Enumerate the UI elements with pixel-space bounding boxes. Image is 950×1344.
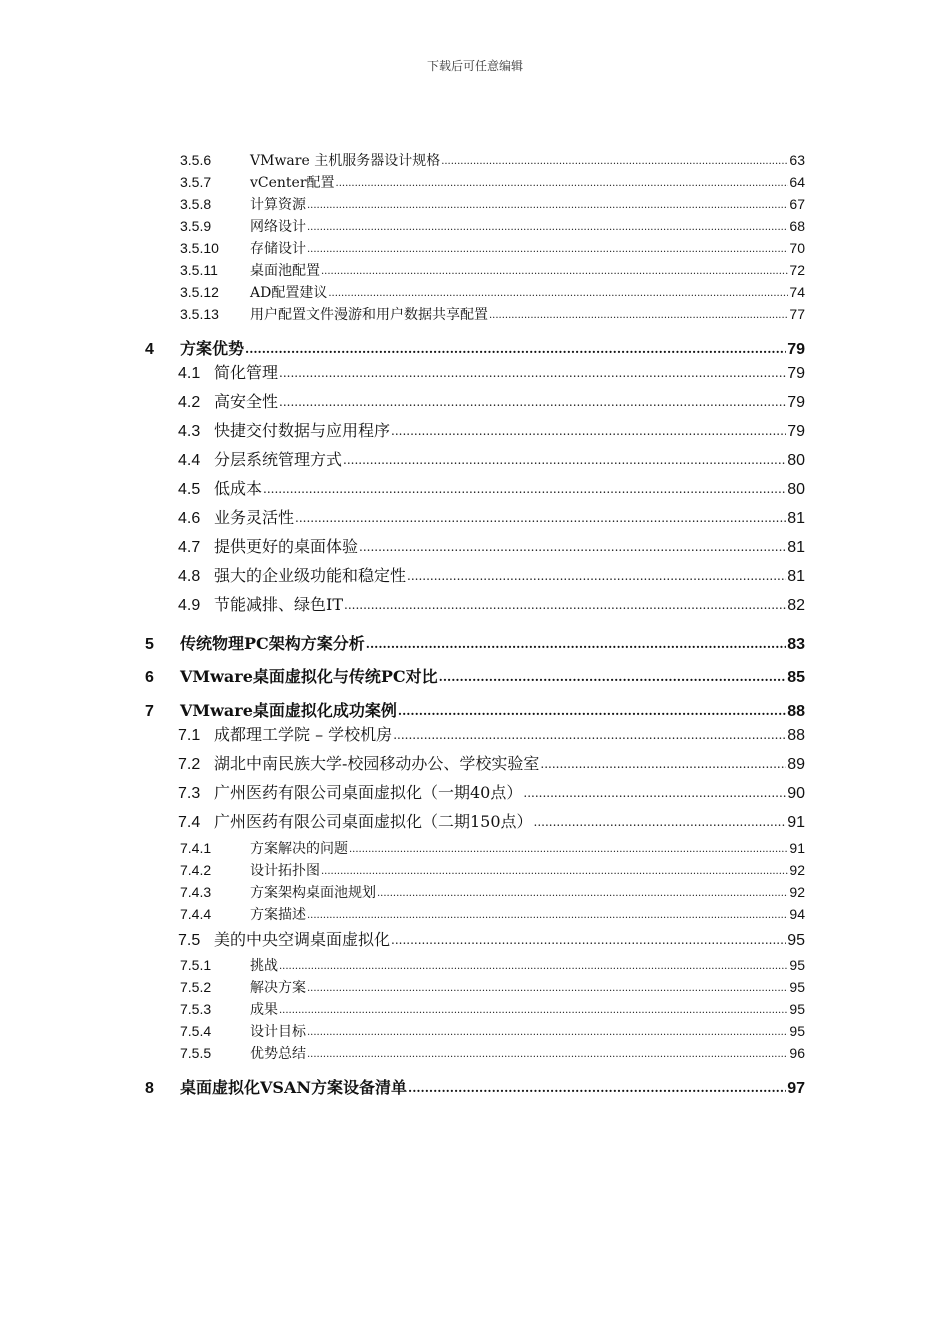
toc-entry-number: 4.7 [178, 539, 201, 556]
dot-leader [307, 905, 788, 919]
toc-entry-title: 桌面虚拟化VSAN方案设备清单 [180, 1078, 408, 1097]
toc-entry-title: 计算资源 [250, 197, 306, 213]
toc-entry-4-5[interactable] [178, 476, 805, 499]
dot-leader [307, 239, 788, 253]
dot-leader [343, 449, 786, 465]
toc-entry-3-5-13[interactable] [180, 304, 805, 324]
toc-entry-7-5-2[interactable] [180, 977, 805, 997]
toc-entry-3-5-6[interactable] [180, 150, 805, 170]
toc-entry-page: 74 [789, 284, 805, 300]
toc-entry-4-3[interactable] [178, 418, 805, 441]
toc-entry-title: 桌面池配置 [250, 263, 320, 279]
toc-entry-page: 92 [789, 884, 805, 900]
toc-entry-number: 7.4.4 [180, 906, 212, 922]
dot-leader [279, 391, 786, 407]
toc-entry-title: 成都理工学院 – 学校机房 [214, 725, 393, 744]
toc-entry-page: 89 [787, 756, 805, 773]
toc-entry-number: 7.4 [178, 814, 201, 831]
toc-entry-title: 广州医药有限公司桌面虚拟化（一期40点） [214, 783, 523, 802]
toc-entry-7-5-5[interactable] [180, 1043, 805, 1063]
dot-leader [393, 724, 786, 740]
toc-entry-number: 4.2 [178, 394, 201, 411]
toc-entry-number: 4.3 [178, 423, 201, 440]
toc-entry-page: 92 [789, 862, 805, 878]
toc-entry-title: 提供更好的桌面体验 [214, 537, 359, 556]
toc-entry-page: 68 [789, 218, 805, 234]
toc-entry-number: 7.4.2 [180, 862, 212, 878]
toc-entry-title: 挑战 [250, 958, 278, 974]
toc-entry-page: 95 [789, 1001, 805, 1017]
toc-entry-number: 3.5.10 [180, 240, 219, 256]
toc-entry-number: 7.5.2 [180, 979, 212, 995]
toc-entry-number: 5 [145, 636, 154, 653]
toc-entry-page: 80 [787, 452, 805, 469]
dot-leader [307, 1022, 788, 1036]
toc-entry-page: 64 [789, 174, 805, 190]
toc-entry-7-5[interactable] [178, 927, 805, 950]
toc-entry-number: 3.5.13 [180, 306, 219, 322]
toc-entry-page: 79 [787, 423, 805, 440]
toc-entry-title: 节能减排、绿色IT [214, 595, 343, 614]
toc-entry-title: 湖北中南民族大学-校园移动办公、学校实验室 [214, 754, 540, 773]
toc-entry-title: 美的中央空调桌面虚拟化 [214, 930, 391, 949]
toc-entry-number: 4 [145, 341, 154, 358]
dot-leader [534, 811, 787, 827]
dot-leader [245, 338, 786, 354]
toc-entry-4-4[interactable] [178, 447, 805, 470]
toc-entry-title: VMware 主机服务器设计规格 [250, 153, 441, 169]
dot-leader [336, 173, 789, 187]
toc-entry-page: 95 [789, 957, 805, 973]
toc-entry-number: 7.4.1 [180, 840, 212, 856]
toc-entry-3-5-7[interactable] [180, 172, 805, 192]
toc-entry-5[interactable] [145, 631, 805, 654]
toc-entry-title: 方案描述 [250, 907, 306, 923]
dot-leader [328, 283, 788, 297]
toc-entry-number: 4.1 [178, 365, 201, 382]
dot-leader [391, 420, 786, 436]
toc-entry-3-5-10[interactable] [180, 238, 805, 258]
toc-entry-page: 83 [787, 636, 805, 653]
toc-entry-4-7[interactable] [178, 534, 805, 557]
toc-entry-number: 3.5.7 [180, 174, 212, 190]
toc-entry-number: 4.8 [178, 568, 201, 585]
toc-entry-7-5-4[interactable] [180, 1021, 805, 1041]
toc-entry-title: 成果 [250, 1002, 278, 1018]
toc-entry-title: 分层系统管理方式 [214, 450, 343, 469]
toc-entry-number: 7.5.5 [180, 1045, 212, 1061]
toc-entry-number: 3.5.8 [180, 196, 212, 212]
toc-entry-title: 优势总结 [250, 1046, 306, 1062]
dot-leader [359, 536, 786, 552]
toc-entry-7-4-1[interactable] [180, 838, 805, 858]
dot-leader [540, 753, 786, 769]
toc-entry-7-4-2[interactable] [180, 860, 805, 880]
toc-entry-number: 6 [145, 669, 154, 686]
toc-entry-page: 91 [789, 840, 805, 856]
toc-entry-title: 解决方案 [250, 980, 306, 996]
toc-entry-3-5-12[interactable] [180, 282, 805, 302]
dot-leader [523, 782, 786, 798]
dot-leader [407, 565, 786, 581]
toc-entry-7-4[interactable] [178, 809, 805, 832]
toc-entry-page: 97 [787, 1080, 805, 1097]
dot-leader [398, 700, 786, 716]
toc-entry-6[interactable] [145, 664, 805, 687]
toc-entry-4-2[interactable] [178, 389, 805, 412]
toc-entry-title: 高安全性 [214, 392, 279, 411]
toc-entry-title: 低成本 [214, 479, 263, 498]
toc-entry-number: 8 [145, 1080, 154, 1097]
toc-entry-page: 72 [789, 262, 805, 278]
dot-leader [279, 956, 788, 970]
toc-entry-title: 网络设计 [250, 219, 306, 235]
toc-entry-4-6[interactable] [178, 505, 805, 528]
toc-entry-page: 95 [789, 979, 805, 995]
toc-entry-7-4-3[interactable] [180, 882, 805, 902]
toc-entry-page: 70 [789, 240, 805, 256]
dot-leader [321, 861, 788, 875]
toc-entry-title: 简化管理 [214, 363, 279, 382]
toc-entry-page: 81 [787, 568, 805, 585]
toc-entry-title: AD配置建议 [250, 285, 328, 301]
dot-leader [439, 666, 787, 682]
toc-entry-title: vCenter配置 [250, 175, 335, 191]
toc-entry-4[interactable] [145, 336, 805, 359]
toc-entry-page: 63 [789, 152, 805, 168]
toc-entry-3-5-9[interactable] [180, 216, 805, 236]
toc-entry-title: 存储设计 [250, 241, 306, 257]
toc-entry-number: 7.2 [178, 756, 201, 773]
toc-entry-page: 77 [789, 306, 805, 322]
toc-entry-3-5-11[interactable] [180, 260, 805, 280]
toc-entry-page: 79 [787, 365, 805, 382]
toc-entry-title: 设计目标 [250, 1024, 306, 1040]
toc-entry-number: 3.5.12 [180, 284, 219, 300]
dot-leader [295, 507, 786, 523]
toc-entry-number: 7 [145, 703, 154, 720]
toc-entry-number: 7.5.3 [180, 1001, 212, 1017]
toc-entry-title: 强大的企业级功能和稳定性 [214, 566, 407, 585]
toc-entry-number: 3.5.9 [180, 218, 212, 234]
toc-entry-title: 方案优势 [180, 339, 245, 358]
toc-entry-number: 3.5.6 [180, 152, 212, 168]
dot-leader [489, 305, 788, 319]
toc-entry-page: 88 [787, 727, 805, 744]
toc-entry-7-5-3[interactable] [180, 999, 805, 1019]
toc-entry-7-2[interactable] [178, 751, 805, 774]
toc-entry-title: 业务灵活性 [214, 508, 295, 527]
toc-entry-number: 7.5 [178, 932, 201, 949]
toc-entry-7-3[interactable] [178, 780, 805, 803]
dot-leader [441, 151, 788, 165]
toc-entry-page: 79 [787, 394, 805, 411]
toc-entry-title: VMware桌面虚拟化与传统PC对比 [180, 667, 438, 686]
dot-leader [408, 1077, 786, 1093]
dot-leader [307, 978, 788, 992]
toc-entry-4-8[interactable] [178, 563, 805, 586]
toc-entry-number: 4.6 [178, 510, 201, 527]
dot-leader [349, 839, 788, 853]
toc-entry-number: 3.5.11 [180, 262, 218, 278]
toc-entry-4-9[interactable] [178, 592, 805, 615]
dot-leader [263, 478, 786, 494]
toc-entry-title: 方案架构桌面池规划 [250, 885, 376, 901]
toc-entry-7[interactable] [145, 698, 805, 721]
toc-entry-page: 90 [787, 785, 805, 802]
toc-entry-page: 81 [787, 510, 805, 527]
toc-entry-number: 7.4.3 [180, 884, 212, 900]
toc-entry-page: 95 [787, 932, 805, 949]
dot-leader [279, 362, 786, 378]
toc-entry-7-1[interactable] [178, 722, 805, 745]
toc-entry-title: 用户配置文件漫游和用户数据共享配置 [250, 307, 488, 323]
toc-entry-page: 94 [789, 906, 805, 922]
toc-entry-page: 95 [789, 1023, 805, 1039]
toc-entry-number: 7.1 [178, 727, 201, 744]
toc-entry-title: 快捷交付数据与应用程序 [214, 421, 391, 440]
toc-entry-title: VMware桌面虚拟化成功案例 [180, 701, 397, 720]
toc-entry-page: 91 [787, 814, 805, 831]
dot-leader [307, 1044, 788, 1058]
dot-leader [279, 1000, 788, 1014]
toc-entry-page: 82 [787, 597, 805, 614]
toc-entry-number: 4.4 [178, 452, 201, 469]
toc-entry-page: 88 [787, 703, 805, 720]
toc-entry-number: 4.9 [178, 597, 201, 614]
toc-entry-number: 7.5.4 [180, 1023, 212, 1039]
toc-entry-page: 80 [787, 481, 805, 498]
dot-leader [377, 883, 788, 897]
toc-entry-title: 设计拓扑图 [250, 863, 320, 879]
toc-entry-page: 96 [789, 1045, 805, 1061]
toc-entry-title: 方案解决的问题 [250, 841, 348, 857]
toc-entry-page: 79 [787, 341, 805, 358]
dot-leader [391, 929, 786, 945]
toc-entry-number: 7.3 [178, 785, 201, 802]
toc-entry-page: 81 [787, 539, 805, 556]
toc-entry-number: 4.5 [178, 481, 201, 498]
page-header: 下载后可任意编辑 [426, 59, 523, 73]
toc-entry-7-4-4[interactable] [180, 904, 805, 924]
toc-entry-8[interactable] [145, 1075, 805, 1098]
dot-leader [307, 217, 788, 231]
toc-entry-title: 广州医药有限公司桌面虚拟化（二期150点） [214, 812, 533, 831]
toc-entry-3-5-8[interactable] [180, 194, 805, 214]
toc-entry-title: 传统物理PC架构方案分析 [180, 634, 365, 653]
dot-leader [366, 633, 786, 649]
toc-entry-7-5-1[interactable] [180, 955, 805, 975]
toc-entry-number: 7.5.1 [180, 957, 212, 973]
dot-leader [321, 261, 788, 275]
toc-entry-page: 85 [787, 669, 805, 686]
toc-entry-4-1[interactable] [178, 360, 805, 383]
dot-leader [344, 594, 786, 610]
dot-leader [307, 195, 788, 209]
toc-entry-page: 67 [789, 196, 805, 212]
